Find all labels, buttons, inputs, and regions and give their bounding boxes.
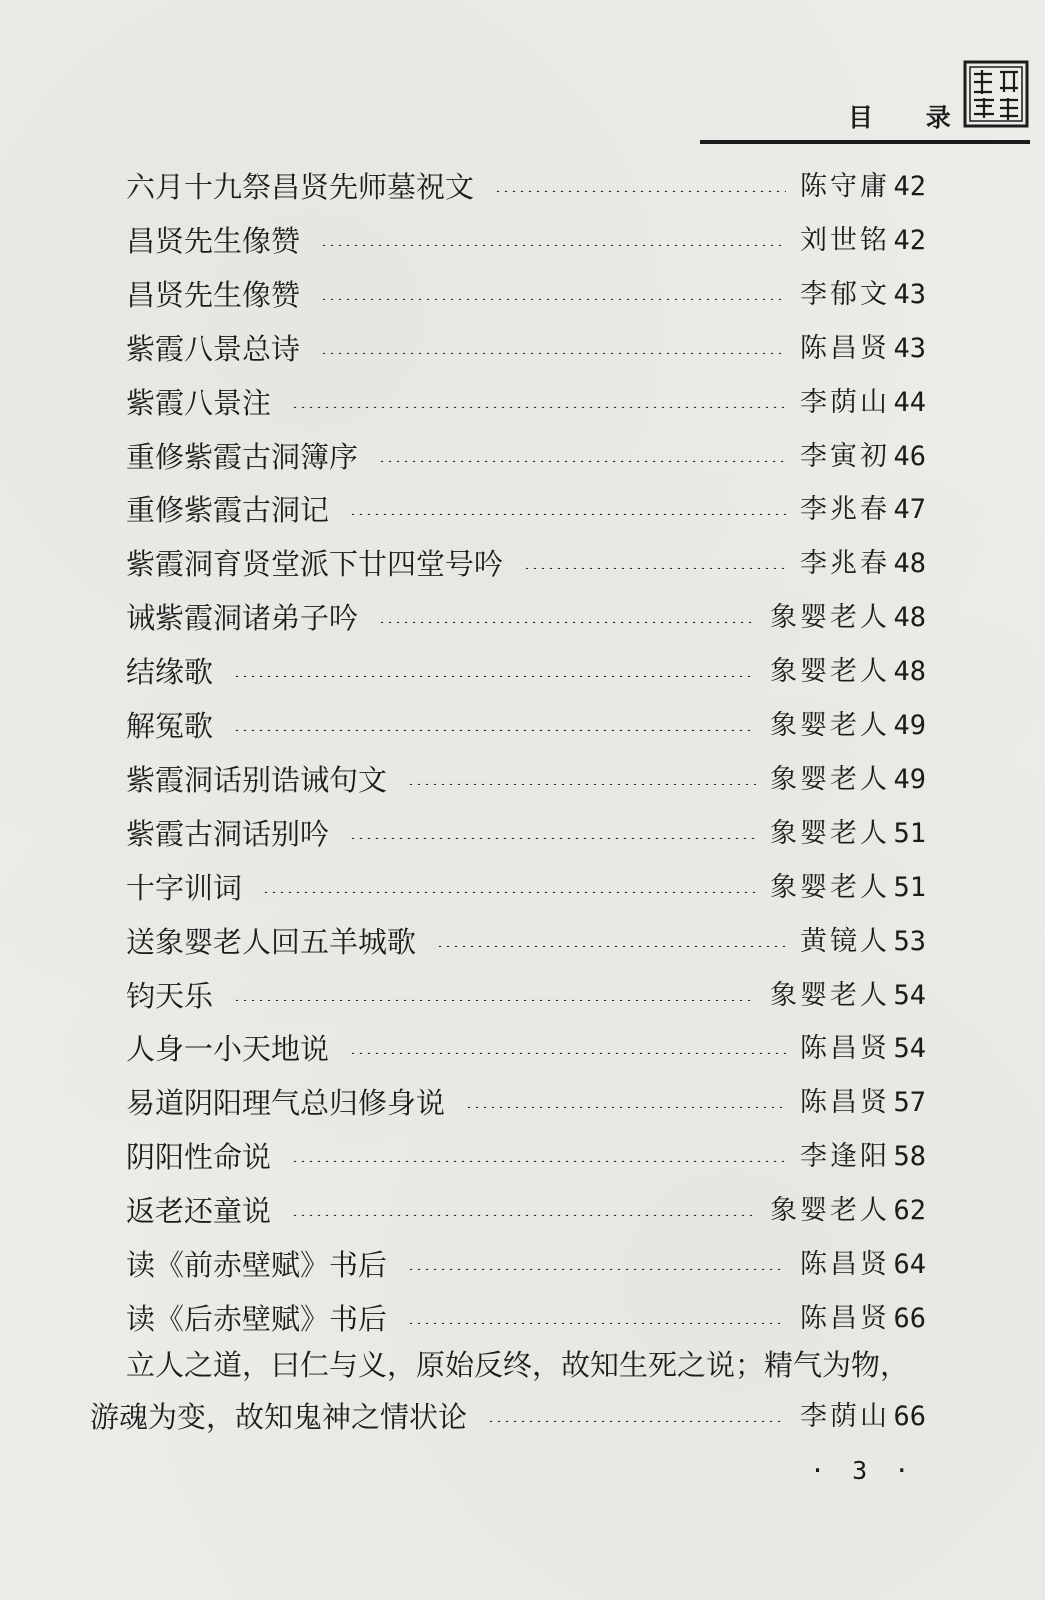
- toc-entry-author: 陈守庸: [800, 171, 890, 202]
- toc-entry-title: 紫霞洞话别诰诫句文: [126, 762, 388, 797]
- toc-entry-page: 64: [893, 1249, 926, 1280]
- leader-dots: [407, 783, 756, 785]
- leader-dots: [320, 352, 786, 354]
- toc-entry-page: 49: [893, 710, 926, 741]
- toc-entry-title: 重修紫霞古洞簿序: [126, 439, 359, 474]
- toc-entry-page: 51: [893, 871, 926, 903]
- toc-entry: [126, 383, 926, 423]
- toc-entry-title: 昌贤先生像赞: [126, 223, 301, 258]
- toc-entry-page: 62: [893, 1195, 926, 1227]
- toc-entry: [126, 275, 926, 315]
- toc-entry-title: 易道阴阳理气总归修身说: [126, 1086, 446, 1121]
- toc-entry-title: 诫紫霞洞诸弟子吟: [126, 601, 359, 636]
- toc-entry-author: 李兆春: [800, 548, 890, 580]
- toc-entry-page: 46: [893, 440, 926, 472]
- toc-entry-page: 42: [893, 224, 926, 256]
- toc-entry-title: 送象婴老人回五羊城歌: [126, 924, 417, 959]
- toc-entry-page: 54: [893, 979, 926, 1011]
- leader-dots: [233, 729, 756, 731]
- toc-entry-title: 重修紫霞古洞记: [126, 493, 330, 528]
- toc-entry-author: 象婴老人: [770, 763, 890, 795]
- toc-entry: [126, 1245, 926, 1285]
- toc-entry-page: 51: [893, 817, 926, 849]
- toc-entry-page: 57: [893, 1087, 926, 1119]
- toc-entry: [126, 1191, 926, 1231]
- toc-entry: [126, 652, 926, 692]
- leader-dots: [291, 1214, 756, 1216]
- toc-entry-page: 58: [893, 1141, 926, 1173]
- toc-entry: [126, 868, 926, 908]
- toc-entry-page: 48: [893, 548, 926, 580]
- toc-entry-title: 读《后赤壁赋》书后: [126, 1301, 388, 1336]
- leader-dots: [378, 621, 756, 623]
- toc-entry-title-line1: 立人之道，曰仁与义，原始反终，故知生死之说；精气为物，: [126, 1348, 910, 1382]
- toc-entry-title: 结缘歌: [126, 655, 214, 690]
- toc-entry-page: 42: [893, 171, 926, 202]
- toc-entry-title: 昌贤先生像赞: [126, 277, 301, 312]
- toc-entry-title: 紫霞八景总诗: [126, 331, 301, 366]
- leader-dots: [523, 567, 786, 569]
- toc-entry-author: 象婴老人: [770, 1195, 890, 1227]
- leader-dots: [233, 675, 756, 677]
- toc-entry-author: 李荫山: [800, 386, 890, 418]
- leader-dots: [436, 945, 786, 947]
- leader-dots: [262, 891, 756, 893]
- toc-entry: [126, 490, 926, 530]
- toc-entry-title: 十字训词: [126, 870, 243, 905]
- toc-entry-title: 读《前赤壁赋》书后: [126, 1248, 388, 1282]
- toc-entry: [126, 1029, 926, 1069]
- toc-entry-author: 李兆春: [800, 494, 890, 526]
- toc-entry: [126, 598, 926, 638]
- toc-entry: [126, 760, 926, 800]
- toc-entry: [126, 1299, 926, 1339]
- toc-entry: [126, 1083, 926, 1123]
- toc-entry-author: 陈昌贤: [800, 1033, 890, 1065]
- toc-entry: [126, 167, 926, 207]
- toc-entry-author: 李逢阳: [800, 1141, 890, 1173]
- toc-entry-author: 象婴老人: [770, 656, 890, 688]
- leader-dots: [233, 999, 756, 1001]
- toc-entry-title: 紫霞洞育贤堂派下廿四堂号吟: [126, 547, 504, 582]
- toc-entry-page: 48: [893, 656, 926, 688]
- toc-entry-author: 李郁文: [800, 278, 890, 310]
- toc-entry-page: 43: [893, 332, 926, 364]
- page-number: · 3 ·: [810, 1456, 916, 1485]
- toc-entry: [126, 976, 926, 1016]
- leader-dots: [349, 837, 756, 839]
- toc-entry-title: 解冤歌: [126, 709, 214, 743]
- toc-entry-author: 刘世铭: [800, 224, 890, 256]
- toc-entry-author: 象婴老人: [770, 817, 890, 849]
- leader-dots: [320, 244, 786, 246]
- toc-entry-title-line2: 游魂为变，故知鬼神之情状论: [90, 1400, 468, 1434]
- leader-dots: [465, 1106, 786, 1108]
- toc-entry-author: 陈昌贤: [800, 1302, 890, 1334]
- toc-entry-page: 44: [893, 386, 926, 418]
- toc-entry-title: 紫霞八景注: [126, 385, 272, 420]
- toc-entry-author: 象婴老人: [770, 710, 890, 741]
- toc-entry-title: 人身一小天地说: [126, 1032, 330, 1067]
- toc-entry-title: 六月十九祭昌贤先师墓祝文: [126, 170, 475, 204]
- toc-entry-author: 象婴老人: [770, 979, 890, 1011]
- leader-dots: [291, 406, 786, 408]
- toc-entry-page: 54: [893, 1033, 926, 1065]
- toc-entry-page: 47: [893, 494, 926, 526]
- leader-dots: [378, 460, 786, 462]
- leader-dots: [407, 1322, 786, 1324]
- toc-entry-title: 紫霞古洞话别吟: [126, 816, 330, 851]
- leader-dots: [349, 513, 786, 515]
- toc-entry-page: 66: [893, 1302, 926, 1334]
- toc-entry-page: 53: [893, 925, 926, 957]
- toc-entry-page: 66: [893, 1401, 926, 1432]
- leader-dots: [291, 1160, 786, 1162]
- toc-entry: [126, 706, 926, 746]
- toc-entry: [126, 922, 926, 962]
- leader-dots: [407, 1268, 786, 1270]
- leader-dots: [494, 190, 786, 192]
- toc-entry-author: 李荫山: [800, 1401, 890, 1432]
- toc-entry-author: 李寅初: [800, 440, 890, 472]
- toc-entry-multiline: [90, 1397, 926, 1437]
- toc-entry-author: 黄镜人: [800, 925, 890, 957]
- leader-dots: [487, 1420, 786, 1422]
- toc-entry-author: 象婴老人: [770, 871, 890, 903]
- toc-entry: [126, 544, 926, 584]
- toc-entry-page: 43: [893, 278, 926, 310]
- toc-entry-title: 钧天乐: [126, 978, 214, 1013]
- toc-entry-author: 陈昌贤: [800, 1249, 890, 1280]
- toc-entry-author: 象婴老人: [770, 602, 890, 634]
- toc-entry-title: 返老还童说: [126, 1194, 272, 1229]
- leader-dots: [349, 1052, 786, 1054]
- toc-entry: [126, 1137, 926, 1177]
- toc-entry-page: 48: [893, 602, 926, 634]
- toc-entry: [126, 221, 926, 261]
- toc-entry-author: 陈昌贤: [800, 1087, 890, 1119]
- leader-dots: [320, 298, 786, 300]
- toc-entry: [126, 814, 926, 854]
- toc-entry: [126, 437, 926, 477]
- toc-entry: [126, 329, 926, 369]
- toc-entry-title: 阴阳性命说: [126, 1140, 272, 1175]
- page-header-title: 目 录: [848, 103, 973, 132]
- toc-entry-page: 49: [893, 763, 926, 795]
- toc-entry-author: 陈昌贤: [800, 332, 890, 364]
